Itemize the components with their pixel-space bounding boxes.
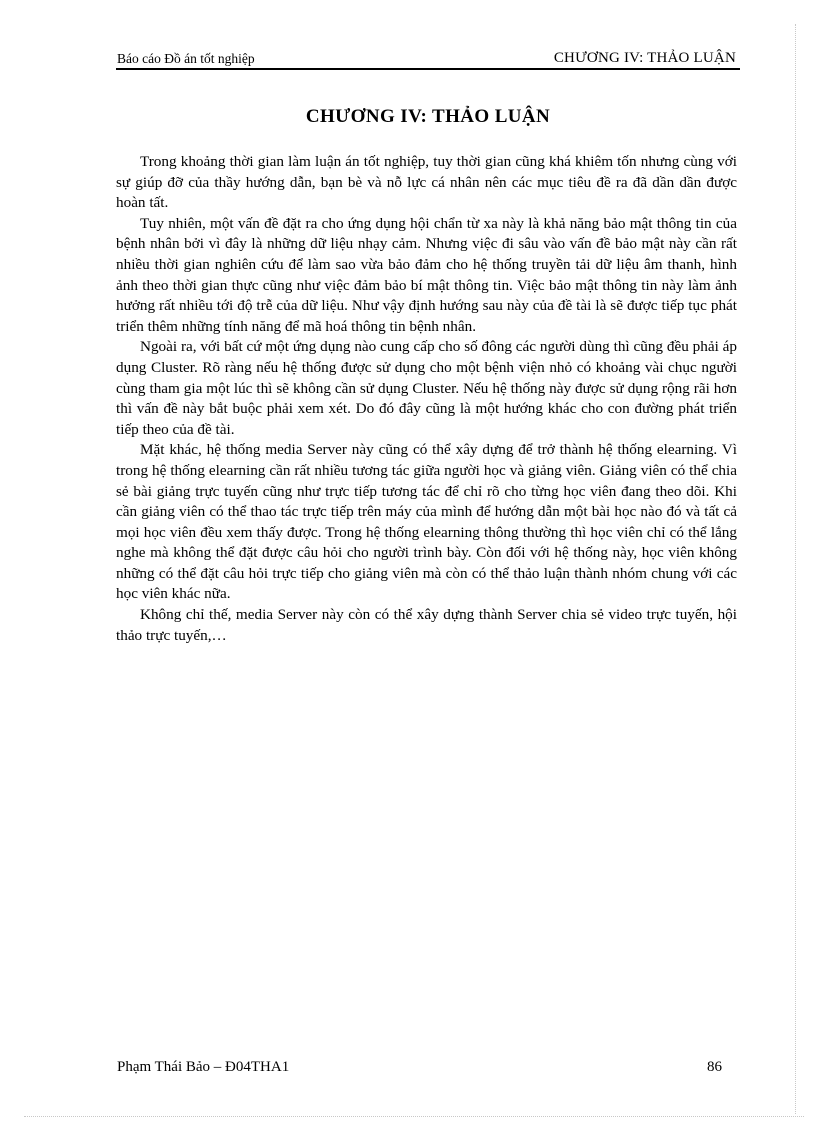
paragraph-video-sharing: Không chỉ thế, media Server này còn có thể xây dựng thành Server chia sẻ video trực tuyến, hội thảo trực tuyến,… xyxy=(116,606,737,644)
paragraph-intro: Trong khoảng thời gian làm luận án tốt nghiệp, tuy thời gian cũng khá khiêm tốn nhưng cùng với sự giúp đỡ của thầy hướng dẫn, bạn bè và nỗ lực cá nhân nên các mục tiêu đề ra đã dần dần được hoàn tất. xyxy=(116,153,737,212)
page-edge-guide-horizontal xyxy=(24,1116,804,1117)
header-report-title: Báo cáo Đồ án tốt nghiệp xyxy=(117,51,255,66)
header-chapter-title: CHƯƠNG IV: THẢO LUẬN xyxy=(553,50,736,66)
page-edge-guide-vertical xyxy=(795,24,796,1114)
paragraph-cluster: Ngoài ra, với bất cứ một ứng dụng nào cung cấp cho số đông các người dùng thì cũng đều phải áp dụng Cluster. Rõ ràng nếu hệ thống được sử dụng cho một bệnh viện nhỏ có khoảng vài chục người cùng tham gia một lúc thì sẽ không cần sử dụng Cluster. Nếu hệ thống này được sử dụng rộng rãi hơn thì vấn đề này bắt buộc phải xem xét. Do đó đây cũng là một hướng khác cho con đường phát triển tiếp theo của đề tài. xyxy=(116,338,737,438)
chapter-title: CHƯƠNG IV: THẢO LUẬN xyxy=(305,106,551,127)
footer-author: Phạm Thái Bảo – Đ04THA1 xyxy=(117,1059,290,1075)
paragraph-security: Tuy nhiên, một vấn đề đặt ra cho ứng dụng hội chẩn từ xa này là khả năng bảo mật thông tin của bệnh nhân bởi vì đây là những dữ liệu nhạy cảm. Nhưng việc đi sâu vào vấn đề bảo mật này cần rất nhiều thời gian nghiên cứu để làm sao vừa bảo đảm cho hệ thống truyền tải dữ liệu âm thanh, hình ảnh theo thời gian thực cũng như việc đảm bảo bí mật thông tin. Việc bảo mật thông tin này làm ảnh hưởng rất nhiều tới độ trễ của dữ liệu. Như vậy định hướng sau này của đề tài là sẽ được tiếp tục phát triển thêm những tính năng để mã hoá thông tin bệnh nhân. xyxy=(116,214,737,335)
chapter-body xyxy=(116,152,737,646)
footer-page-number: 86 xyxy=(707,1059,722,1075)
page-header xyxy=(116,48,740,70)
paragraph-elearning: Mặt khác, hệ thống media Server này cũng có thể xây dựng để trở thành hệ thống elearning. Vì trong hệ thống elearning cần rất nhiều tương tác giữa người học và giảng viên. Giảng viên có thể chia sẻ bài giảng trực tuyến cũng như trực tiếp tương tác để chỉ rõ cho từng học viên đang theo dõi. Khi cần giảng viên có thể thao tác trực tiếp trên máy của mình để hướng dẫn một bài học nào đó và tất cả mọi học viên đều xem thấy được. Trong hệ thống elearning thông thường thì học viên chỉ có thể lắng nghe mà không thể đặt được câu hỏi cho người trình bày. Còn đối với hệ thống này, học viên không những có thể đặt câu hỏi trực tiếp cho giảng viên mà còn có thể thảo luận thành nhóm chung với các học viên khác nữa. xyxy=(116,441,737,603)
